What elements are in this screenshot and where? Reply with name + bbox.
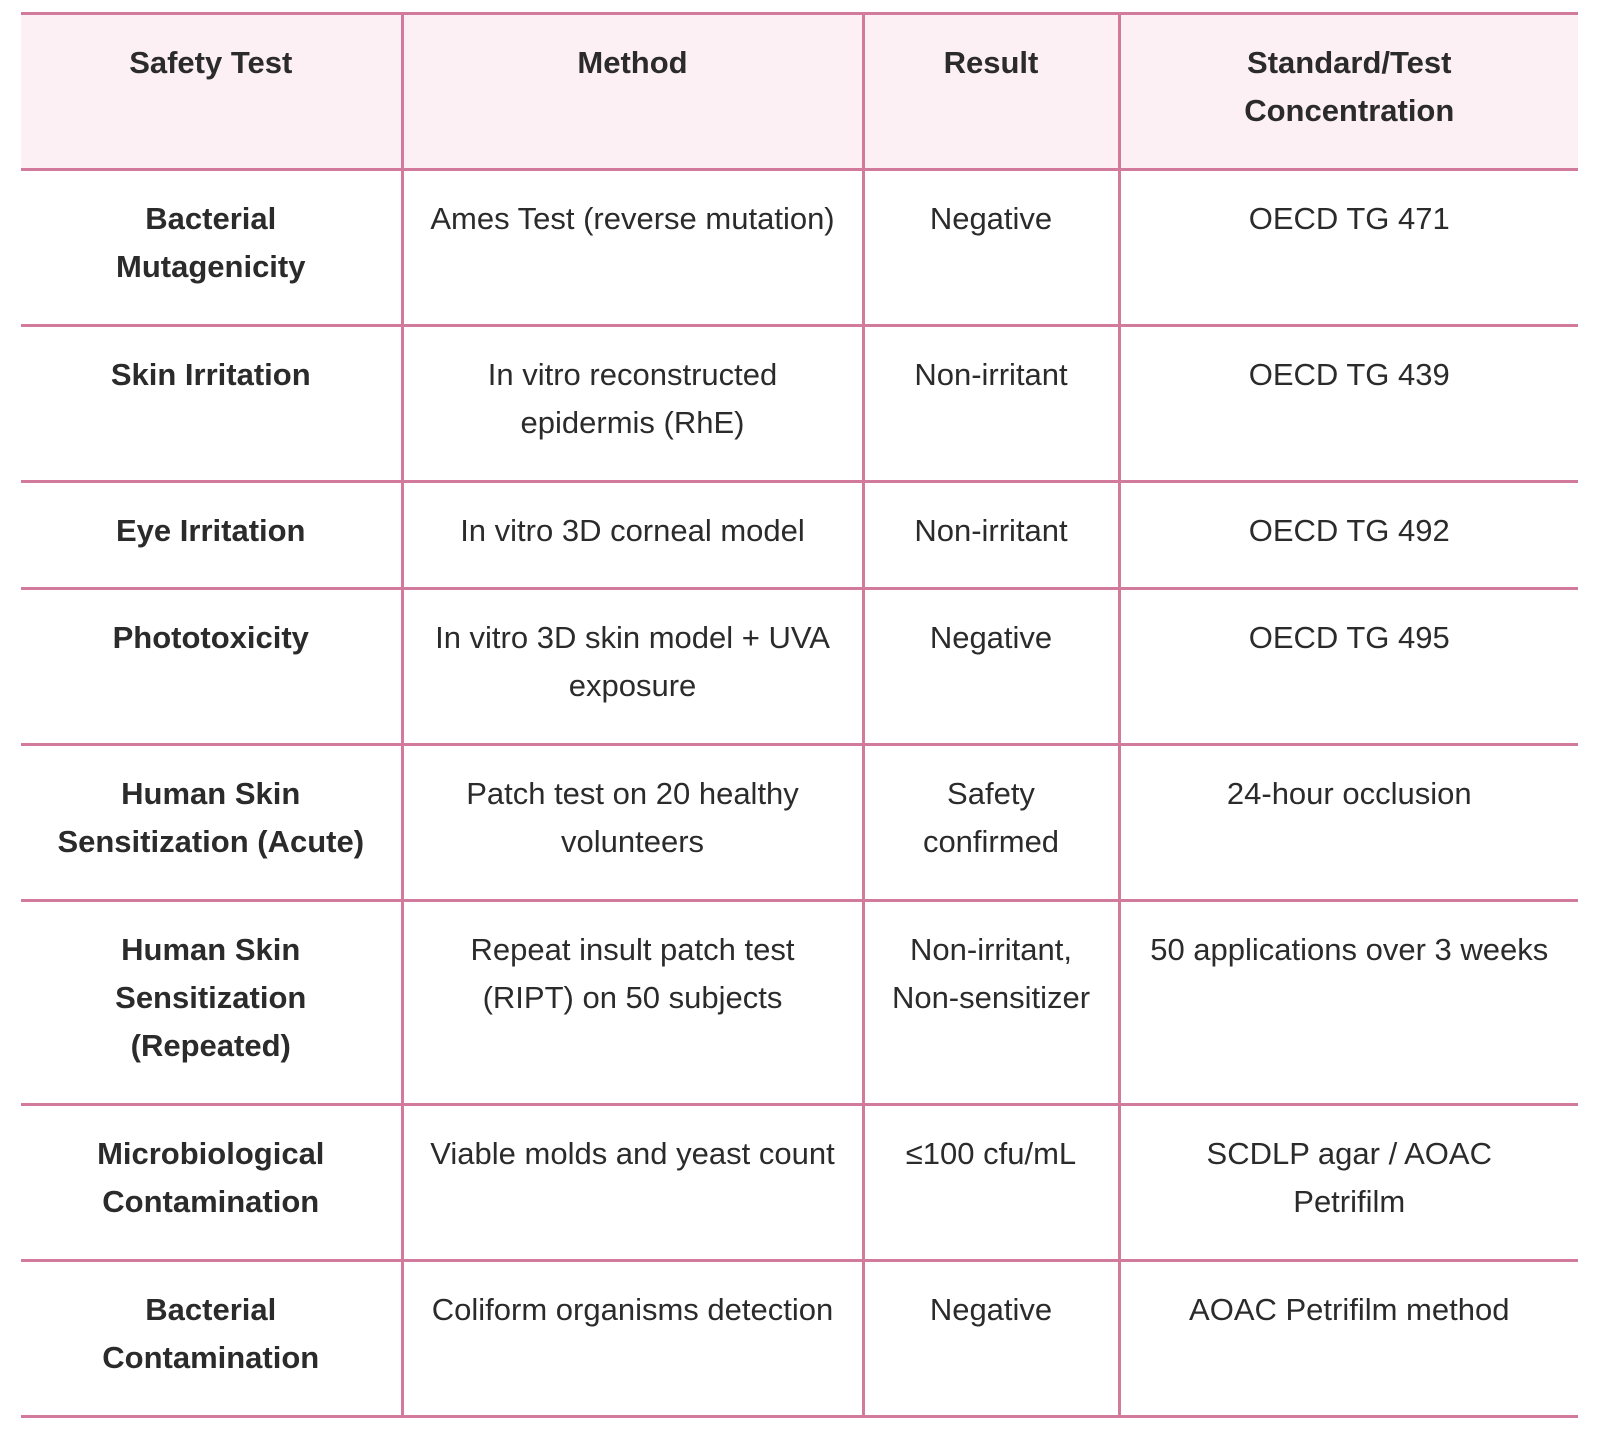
header-standard: Standard/Test Concentration	[1119, 14, 1578, 170]
cell-method: Patch test on 20 healthy volunteers	[402, 745, 863, 901]
cell-standard: SCDLP agar / AOAC Petrifilm	[1119, 1105, 1578, 1261]
cell-method: Viable molds and yeast count	[402, 1105, 863, 1261]
safety-test-table	[21, 12, 1578, 1418]
cell-standard: 50 applications over 3 weeks	[1119, 901, 1578, 1105]
cell-safety-test: Eye Irritation	[21, 482, 402, 589]
table-row	[21, 170, 1578, 326]
header-method: Method	[402, 14, 863, 170]
cell-safety-test: Microbiological Contamination	[21, 1105, 402, 1261]
cell-method: In vitro 3D skin model + UVA exposure	[402, 589, 863, 745]
table-row	[21, 1261, 1578, 1417]
cell-standard: AOAC Petrifilm method	[1119, 1261, 1578, 1417]
table-body	[21, 170, 1578, 1417]
table-row	[21, 326, 1578, 482]
cell-safety-test: Bacterial Contamination	[21, 1261, 402, 1417]
cell-standard: 24-hour occlusion	[1119, 745, 1578, 901]
cell-method: Ames Test (reverse mutation)	[402, 170, 863, 326]
table-row	[21, 745, 1578, 901]
cell-result: Negative	[863, 170, 1119, 326]
cell-result: Safety confirmed	[863, 745, 1119, 901]
header-result: Result	[863, 14, 1119, 170]
cell-safety-test: Bacterial Mutagenicity	[21, 170, 402, 326]
header-safety-test: Safety Test	[21, 14, 402, 170]
cell-safety-test: Skin Irritation	[21, 326, 402, 482]
cell-safety-test: Human Skin Sensitization (Repeated)	[21, 901, 402, 1105]
cell-result: ≤100 cfu/mL	[863, 1105, 1119, 1261]
cell-result: Non-irritant	[863, 482, 1119, 589]
table-row	[21, 901, 1578, 1105]
table-row	[21, 589, 1578, 745]
header-row	[21, 14, 1578, 170]
cell-standard: OECD TG 495	[1119, 589, 1578, 745]
cell-safety-test: Human Skin Sensitization (Acute)	[21, 745, 402, 901]
table-header	[21, 14, 1578, 170]
cell-method: In vitro reconstructed epidermis (RhE)	[402, 326, 863, 482]
table-row	[21, 482, 1578, 589]
cell-standard: OECD TG 439	[1119, 326, 1578, 482]
cell-standard: OECD TG 471	[1119, 170, 1578, 326]
cell-method: Repeat insult patch test (RIPT) on 50 subjects	[402, 901, 863, 1105]
cell-method: In vitro 3D corneal model	[402, 482, 863, 589]
cell-method: Coliform organisms detection	[402, 1261, 863, 1417]
cell-result: Negative	[863, 1261, 1119, 1417]
table-row	[21, 1105, 1578, 1261]
cell-standard: OECD TG 492	[1119, 482, 1578, 589]
cell-result: Non-irritant, Non-sensitizer	[863, 901, 1119, 1105]
cell-safety-test: Phototoxicity	[21, 589, 402, 745]
cell-result: Non-irritant	[863, 326, 1119, 482]
cell-result: Negative	[863, 589, 1119, 745]
